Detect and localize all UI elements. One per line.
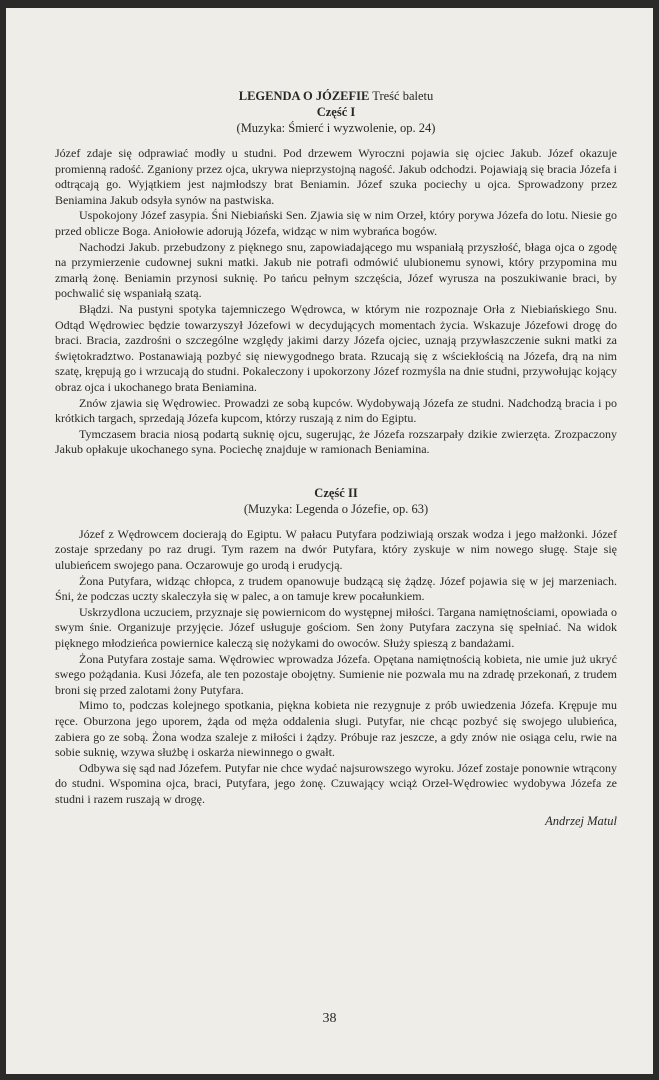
paragraph: Tymczasem bracia niosą podartą suknię ojcu, sugerując, że Józefa rozszarpały dzikie zwierzęta. Zrozpaczony Jakub opłakuje ukochanego syna. Pociechę znajduje w ramionach Beniamina. (55, 426, 617, 457)
part2-label: Część II (314, 485, 358, 500)
paragraph: Żona Putyfara, widząc chłopca, z trudem opanowuje budzącą się żądzę. Józef pojawia się w jej marzeniach. Śni, że podczas uczty skaleczyła się w palec, a on tamuje krew pocałunkiem. (55, 573, 617, 604)
part2-header (55, 485, 617, 517)
author-signature: Andrzej Matul (545, 813, 617, 828)
paragraph: Józef zdaje się odprawiać modły u studni. Pod drzewem Wyroczni pojawia się ojciec Jakub. Józef okazuje promienną radość. Zganiony przez ojca, ukrywa nieprzystojną nagość. Jakub odchodzi. Pojawiają się bracia Józefa i odtrącają go. Wyjątkiem jest najmłodszy brat Beniamin. Józef szuka pociechy u ojca. Sprowadzony przez Beniamina Jakub odsyła synów na pastwiska. (55, 146, 617, 207)
part1-label: Część I (316, 105, 356, 119)
part1-text (55, 146, 617, 458)
page-content (55, 88, 617, 829)
part1-header (55, 88, 617, 136)
title-line (55, 88, 617, 104)
paragraph: Nachodzi Jakub. przebudzony z pięknego snu, zapowiadającego mu wspaniałą przyszłość, błaga ojca o zgodę na przymierzenie cudownej sukni matki. Jakub nie potrafi odmówić ulubionemu synowi, który przypomina mu zmarłą żonę. Beniamin przynosi suknię. Po tańcu pełnym szczęścia, Józef wyrusza na poszukiwanie braci, by pochwalić się wspaniałą szatą. (55, 239, 617, 301)
paragraph: Błądzi. Na pustyni spotyka tajemniczego Wędrowca, w którym nie rozpoznaje Orła z Niebiańskiego Snu. Odtąd Wędrowiec będzie towarzyszył Józefowi w decydujących momentach życia. Wskazuje Józefowi drogę do braci. Bracia, zazdrośni o szczególne względy jakimi darzy Józefa ojciec, uznają przywłaszczenie sukni matki za świętokradztwo. Postanawiają pozbyć się niewygodnego brata. Rzucają się z wściekłością na Józefa, drą na nim szatę, krępują go i wrzucają do studni. Pokaleczony i upokorzony Józef rozmyśla na dnie studni, przywołując kojący obraz ojca i ukochanego brata Beniamina. (55, 301, 617, 394)
page-number: 38 (322, 1011, 337, 1026)
ballet-title: LEGENDA O JÓZEFIE (238, 89, 370, 103)
paragraph: Uskrzydlona uczuciem, przyznaje się powiernicom do występnej miłości. Targana namiętnościami, opowiada o swym śnie. Organizuje przyjęcie. Józef usługuje gościom. Sen żony Putyfara zaczyna się spełniać. Na widok pięknego młodzieńca powiernice kaleczą się nożykami do owoców. Służy spieszą z bandażami. (55, 604, 617, 651)
paragraph: Znów zjawia się Wędrowiec. Prowadzi ze sobą kupców. Wydobywają Józefa ze studni. Nadchodzą bracia i po krótkich targach, sprzedają Józefa kupcom, którzy ruszają z nim do Egiptu. (55, 395, 617, 426)
paragraph: Żona Putyfara zostaje sama. Wędrowiec wprowadza Józefa. Opętana namiętnością kobieta, nie umie już ukryć swego pożądania. Kusi Józefa, ale ten pozostaje obojętny. Sumienie nie pozwala mu na zdradę przekonań, z trudem broni się przed zalotami żony Putyfara. (55, 651, 617, 697)
paragraph: Mimo to, podczas kolejnego spotkania, piękna kobieta nie rezygnuje z prób uwiedzenia Józefa. Krępuje mu ręce. Oburzona jego uporem, żąda od męża oddalenia sługi. Putyfar, nie chcąc pozbyć się swojego ulubieńca, zabiera go ze sobą. Żona wodza szaleje z miłości i żądzy. Próbuje raz jeszcze, a gdy znów nie osiąga celu, rwie na sobie suknię, wzywa służbę i oskarża niewinnego o gwałt. (55, 698, 617, 760)
document-page (6, 8, 653, 1074)
part1-music: (Muzyka: Śmierć i wyzwolenie, op. 24) (236, 121, 436, 135)
part2-music: (Muzyka: Legenda o Józefie, op. 63) (243, 501, 429, 516)
part2-text (55, 527, 617, 808)
paragraph: Uspokojony Józef zasypia. Śni Niebiański Sen. Zjawia się w nim Orzeł, który porywa Józefa do lotu. Niesie go przed oblicze Boga. Aniołowie adorują Józefa, widząc w nim wybrańca bogów. (55, 208, 617, 238)
paragraph: Józef z Wędrowcem docierają do Egiptu. W pałacu Putyfara podziwiają orszak wodza i jego małżonki. Józef zostaje sprzedany po raz drugi. Tym razem na dwór Putyfara, który zyskuje w nim nowego sługę. Staje się ulubieńcem swojego pana. Oczarowuje go urodą i erudycją. (55, 526, 617, 573)
paragraph: Odbywa się sąd nad Józefem. Putyfar nie chce wydać najsurowszego wyroku. Józef zostaje ponownie wtrącony do studni. Wspomina ojca, braci, Putyfara, jego żonę. Czuwający wciąż Orzeł-Wędrowiec wydobywa Józefa ze studni i razem ruszają w drogę. (55, 760, 617, 806)
ballet-subtitle: Treść baletu (372, 89, 434, 103)
